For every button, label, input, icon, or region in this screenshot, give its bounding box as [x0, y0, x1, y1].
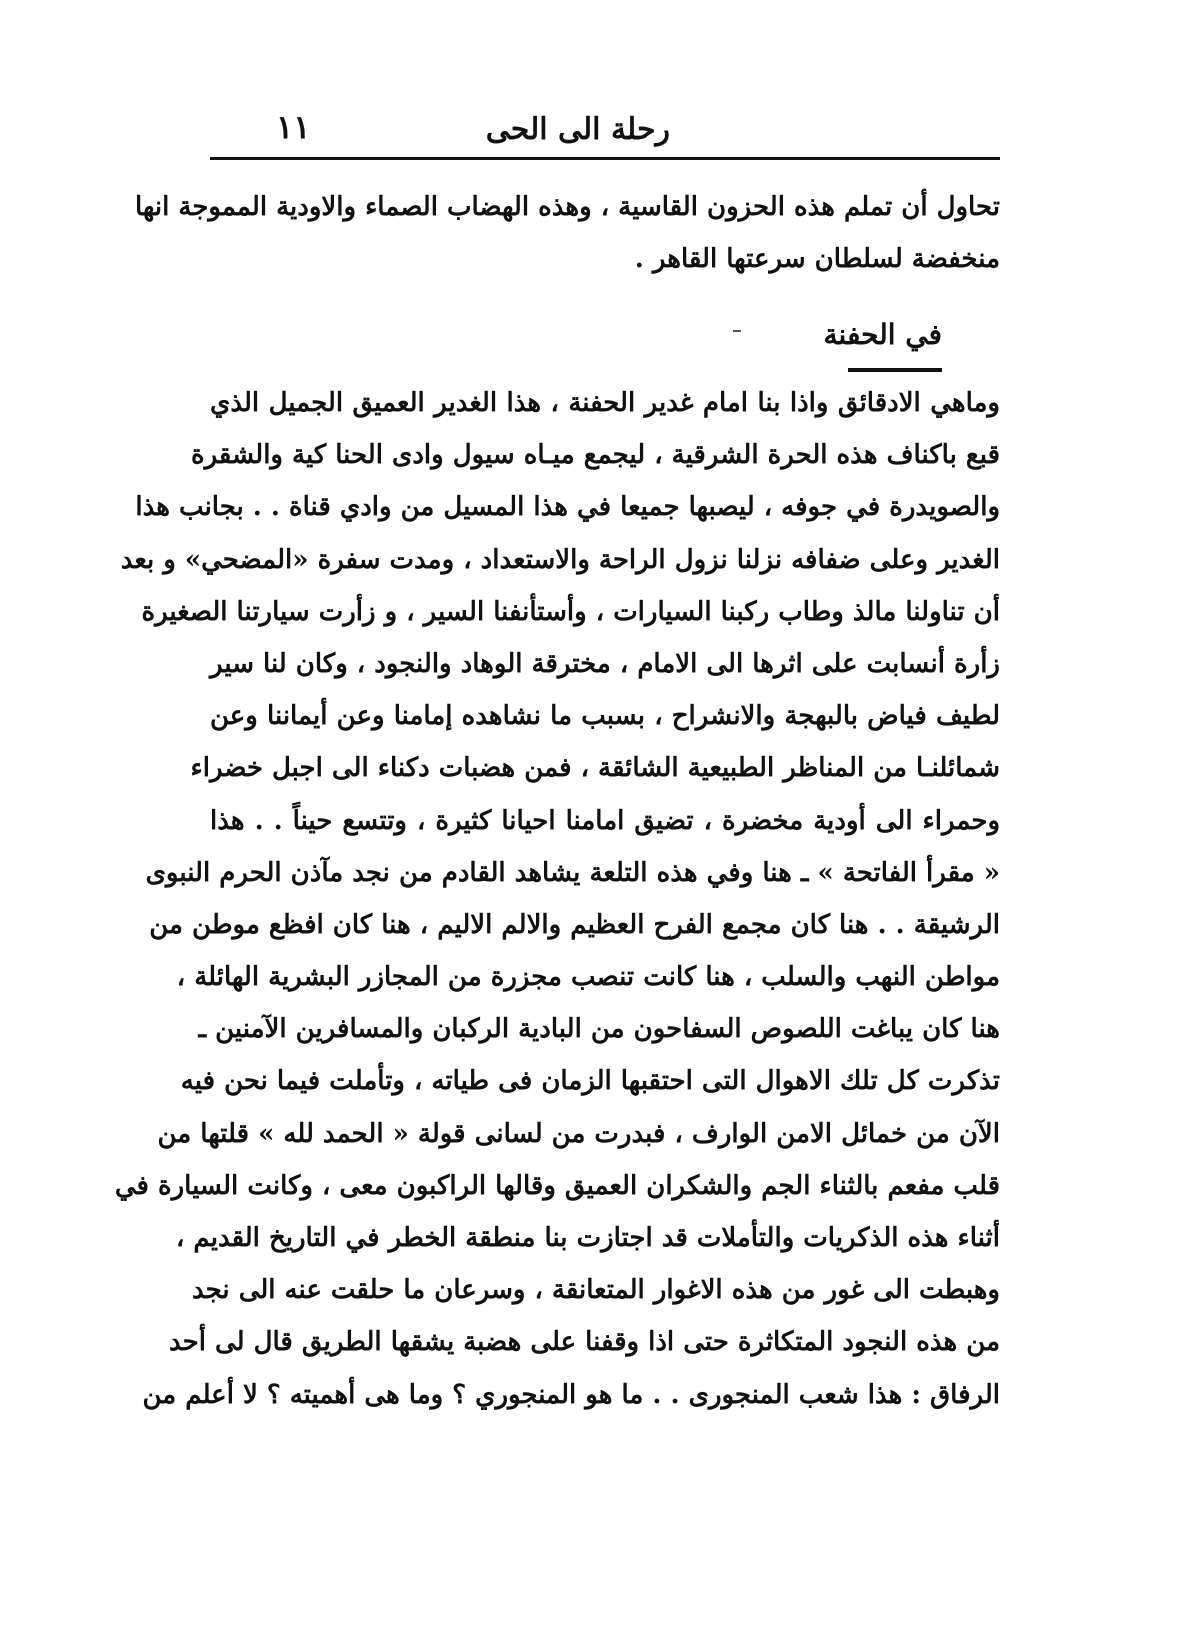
text-line: تحاول أن تملم هذه الحزون القاسية ، وهذه الهضاب الصماء والاودية المموجة انها: [134, 192, 1000, 222]
section-heading-rule: [848, 368, 942, 372]
text-line: تذكرت كل تلك الاهوال التى احتقبها الزمان فى طياته ، وتأملت فيما نحن فيه: [180, 1066, 1000, 1097]
text-line: شمائلنـا من المناظر الطبيعية الشائقة ، فمن هضبات دكناء الى اجبل خضراء: [190, 753, 1000, 784]
header-rule: [210, 157, 1000, 160]
text-line: وهبطت الى غور من هذه الاغوار المتعانقة ، وسرعان ما حلقت عنه الى نجد: [191, 1275, 1000, 1306]
intro-paragraph: [134, 192, 1000, 296]
body-paragraph: [114, 388, 1000, 1432]
text-line: الرفاق : هذا شعب المنجورى . . ما هو المنجوري ؟ وما هى أهميته ؟ لا أعلم من: [142, 1379, 1000, 1410]
text-line: لطيف فياض بالبهجة والانشراح ، بسبب ما نشاهده إمامنا وعن أيماننا وعن: [210, 701, 1000, 732]
text-line: الآن من خمائل الامن الوارف ، فبدرت من لسانى قولة « الحمد لله » قلتها من: [157, 1118, 1000, 1149]
text-line: قلب مفعم بالثناء الجم والشكران العميق وقالها الراكبون معى ، وكانت السيارة في: [114, 1170, 1000, 1201]
text-line: أن تناولنا مالذ وطاب ركبنا السيارات ، وأستأنفنا السير ، و زأرت سيارتنا الصغيرة: [141, 596, 1000, 627]
text-line: من هذه النجود المتكاثرة حتى اذا وقفنا على هضبة يشقها الطريق قال لى أحد: [168, 1327, 1000, 1358]
text-line: زأرة أنسابت على اثرها الى الامام ، مخترقة الوهاد والنجود ، وكان لنا سير: [210, 648, 1000, 679]
text-line: مواطن النهب والسلب ، هنا كانت تنصب مجزرة من المجازر البشرية الهائلة ،: [176, 962, 1000, 993]
text-line: الغدير وعلى ضفافه نزلنا نزول الراحة والاستعداد ، ومدت سفرة «المضحي» و بعد: [120, 544, 1000, 575]
running-title: رحلة الى الحى: [485, 112, 670, 147]
text-line: أثناء هذه الذكريات والتأملات قد اجتازت بنا منطقة الخطر في التاريخ القديم ،: [175, 1223, 1000, 1253]
text-line: وحمراء الى أودية مخضرة ، تضيق امامنا احيانا كثيرة ، وتتسع حيناً . . هذا: [210, 805, 1000, 836]
text-line: الرشيقة . . هنا كان مجمع الفرح العظيم والالم الاليم ، هنا كان افظع موطن من: [149, 909, 1000, 940]
text-line: وماهي الادقائق واذا بنا امام غدير الحفنة ، هذا الغدير العميق الجميل الذي: [210, 388, 1000, 418]
text-line: هنا كان يباغت اللصوص السفاحون من البادية الركبان والمسافرين الآمنين ـ: [198, 1014, 1000, 1045]
running-header: [210, 104, 1000, 154]
print-speck: [733, 330, 741, 332]
section-heading: في الحفنة: [823, 318, 942, 351]
text-line: والصويدرة في جوفه ، ليصبها جميعا في هذا المسيل من وادي قناة . . بجانب هذا: [135, 492, 1000, 523]
text-line: منخفضة لسلطان سرعتها القاهر .: [634, 244, 1000, 274]
text-line: « مقرأ الفاتحة » ـ هنا وفي هذه التلعة يشاهد القادم من نجد مآذن الحرم النبوى: [145, 857, 1000, 888]
text-line: قبع باكناف هذه الحرة الشرقية ، ليجمع ميـاه سيول وادى الحنا كية والشقرة: [190, 440, 1000, 471]
page-number: ١١: [276, 108, 311, 146]
